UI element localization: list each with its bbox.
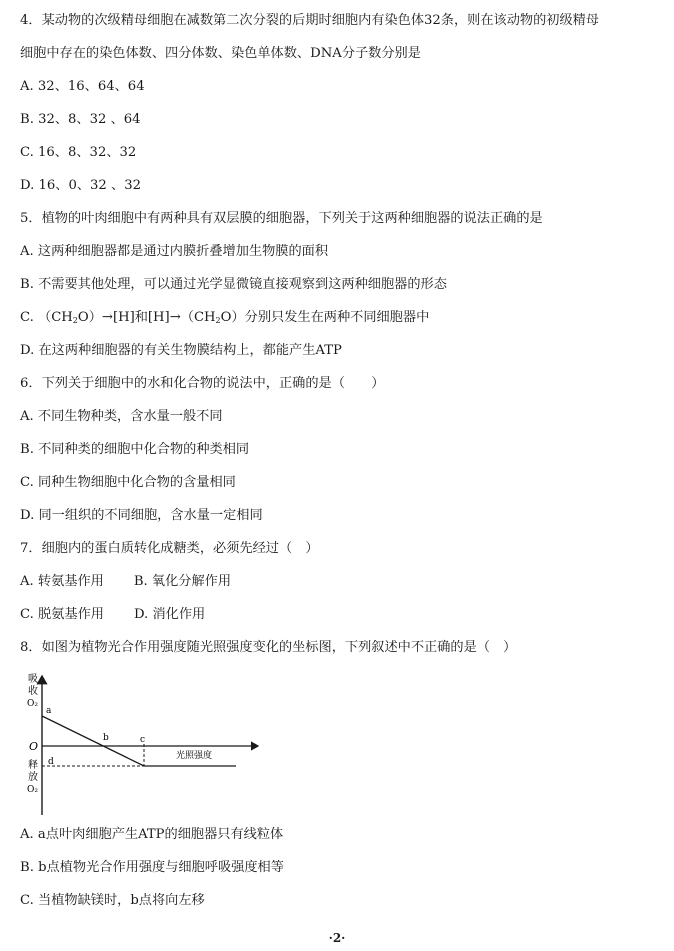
q6-option-b: B. 不同种类的细胞中化合物的种类相同	[20, 442, 250, 457]
figure-y-bottom-label-2: 放	[28, 772, 38, 783]
q6-option-c: C. 同种生物细胞中化合物的含量相同	[20, 475, 236, 490]
q7-options-row2	[20, 606, 660, 624]
q6-option-a: A. 不同生物种类，含水量一般不同	[20, 409, 223, 424]
figure-y-bottom-label-1: 释	[28, 760, 38, 771]
figure-point-c: c	[140, 735, 146, 745]
q8-stem: 8．如图为植物光合作用强度随光照强度变化的坐标图，下列叙述中不正确的是（ ）	[20, 640, 517, 655]
q7-options-row1	[20, 573, 660, 591]
figure-y-top-label-1: 吸	[28, 674, 38, 685]
q5-option-c-sub2: 2	[215, 316, 221, 325]
q5-option-c-suffix: O）分别只发生在两种不同细胞器中	[220, 310, 430, 325]
q8-option-b: B. b点植物光合作用强度与细胞呼吸强度相等	[20, 860, 284, 875]
q5-option-c	[20, 309, 660, 330]
q5-option-c-mid: O）→[H]和[H]→（CH	[77, 310, 216, 325]
q4-option-a: A. 32、16、64、64	[20, 79, 145, 94]
figure-point-b: b	[103, 733, 109, 743]
q7-option-b: B. 氧化分解作用	[133, 574, 232, 589]
q4-option-b: B. 32、8、32 、64	[20, 112, 141, 127]
figure-y-bottom-label-3: O₂	[27, 785, 38, 795]
q7-stem: 7．细胞内的蛋白质转化成糖类，必须先经过（ ）	[20, 541, 319, 556]
q4-stem-line1: 4．某动物的次级精母细胞在减数第二次分裂的后期时细胞内有染色体32条，则在该动物的初级精母	[20, 13, 600, 28]
q6-stem: 6．下列关于细胞中的水和化合物的说法中，正确的是（ ）	[20, 376, 385, 391]
q4-option-d: D. 16、0、32 、32	[20, 178, 141, 193]
q5-option-d: D. 在这两种细胞器的有关生物膜结构上，都能产生ATP	[20, 343, 342, 358]
q6-option-d: D. 同一组织的不同细胞，含水量一定相同	[20, 508, 263, 523]
q7-option-a: A. 转氨基作用	[20, 574, 104, 589]
q5-option-c-prefix: C. （CH	[20, 310, 73, 325]
figure-origin-label: O	[29, 740, 39, 753]
q4-option-c: C. 16、8、32、32	[20, 145, 137, 160]
figure-y-top-label-3: O₂	[27, 699, 38, 709]
figure-point-d: d	[48, 757, 54, 767]
q8-figure	[26, 670, 266, 818]
q5-option-a: A. 这两种细胞器都是通过内膜折叠增加生物膜的面积	[20, 244, 329, 259]
q7-option-d: D. 消化作用	[133, 607, 206, 622]
figure-point-a: a	[46, 706, 52, 716]
page-number: ·2·	[328, 931, 346, 945]
figure-y-top-label-2: 收	[28, 686, 38, 697]
q8-option-a: A. a点叶肉细胞产生ATP的细胞器只有线粒体	[20, 827, 284, 842]
q8-option-c: C. 当植物缺镁时，b点将向左移	[20, 893, 205, 908]
q5-stem: 5．植物的叶肉细胞中有两种具有双层膜的细胞器，下列关于这两种细胞器的说法正确的是	[20, 211, 543, 226]
q5-option-c-sub1: 2	[72, 316, 78, 325]
q5-option-b: B. 不需要其他处理，可以通过光学显微镜直接观察到这两种细胞器的形态	[20, 277, 447, 292]
q7-option-c: C. 脱氨基作用	[20, 607, 104, 622]
q4-stem-line2: 细胞中存在的染色体数、四分体数、染色单体数、DNA分子数分别是	[20, 46, 421, 61]
figure-x-label: 光照强度	[176, 751, 213, 761]
